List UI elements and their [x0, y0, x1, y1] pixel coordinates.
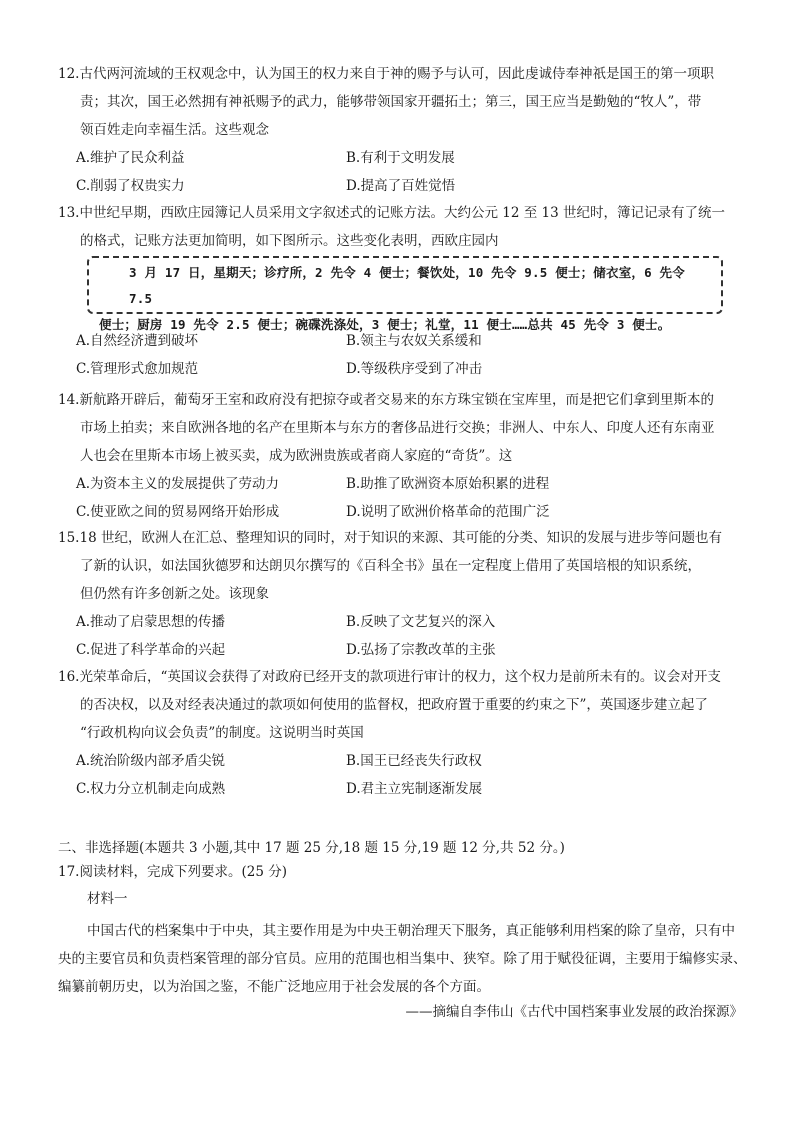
- options: [58, 470, 748, 526]
- question-12: [58, 60, 748, 200]
- question-text-line: 的否决权，以及对经表决通过的款项如何使用的监督权，把政府置于重要的约束之下”，英国逐步建立起了: [80, 697, 708, 713]
- question-text-line: 中世纪早期，西欧庄园簿记人员采用文字叙述式的记账方法。大约公元 12 至 13 世纪时，簿记记录有了统一: [79, 205, 726, 221]
- question-16: [58, 663, 748, 803]
- question-text-line: 了新的认识，如法国狄德罗和达朗贝尔撰写的《百科全书》虽在一定程度上借用了英国培根的知识系统，: [80, 558, 701, 574]
- question-14: [58, 386, 748, 526]
- question-15: [58, 524, 748, 664]
- question-text-line: 人也会在里斯本市场上被买卖，成为欧洲贵族或者商人家庭的“奇货”。这: [80, 448, 513, 464]
- option-b: B.有利于文明发展: [346, 150, 455, 166]
- option-b: B.助推了欧洲资本原始积累的进程: [346, 476, 550, 492]
- question-number: 15.: [58, 530, 80, 546]
- option-c: C.削弱了权贵实力: [76, 178, 185, 194]
- section-heading: 二、非选择题(本题共 3 小题,其中 17 题 25 分,18 题 15 分,19 题 12 分,共 52 分。): [58, 840, 565, 856]
- question-13-options: [58, 327, 748, 383]
- question-text-line: 新航路开辟后，葡萄牙王室和政府没有把掠夺或者交易来的东方珠宝锁在宝库里，而是把它们拿到里斯本的: [79, 392, 714, 408]
- option-b: B.国王已经丧失行政权: [346, 753, 482, 769]
- options: [58, 327, 748, 383]
- option-c: C.使亚欧之间的贸易网络开始形成: [76, 504, 280, 520]
- option-a: A.自然经济遭到破坏: [76, 333, 199, 349]
- option-d: D.提高了百姓觉悟: [346, 178, 456, 194]
- material-source: ——摘编自李伟山《古代中国档案事业发展的政治探源》: [405, 1004, 743, 1020]
- option-d: D.君主立宪制逐渐发展: [346, 781, 483, 797]
- question-number: 12.: [58, 66, 80, 82]
- option-c: C.权力分立机制走向成熟: [76, 781, 226, 797]
- question-text-line: 领百姓走向幸福生活。这些观念: [80, 122, 269, 138]
- option-d: D.说明了欧洲价格革命的范围广泛: [346, 504, 550, 520]
- question-text-line: 古代两河流域的王权观念中，认为国王的权力来自于神的赐予与认可，因此虔诚侍奉神祇是国王的第一项职: [79, 66, 714, 82]
- option-a: A.为资本主义的发展提供了劳动力: [76, 476, 280, 492]
- option-d: D.等级秩序受到了冲击: [346, 361, 483, 377]
- option-a: A.维护了民众利益: [76, 150, 185, 166]
- material-text: 中国古代的档案集中于中央，其主要作用是为中央王朝治理天下服务，真正能够利用档案的除了皇帝，只有中央的主要官员和负责档案管理的部分官员。应用的范围也相当集中、狭窄。除了用于赋役征调，主要用于编修实录、编纂前朝历史，以为治国之鉴，不能广泛地应用于社会发展的各个方面。: [58, 923, 747, 995]
- question-text-line: 责；其次，国王必然拥有神祇赐予的武力，能够带领国家开疆拓土；第三，国王应当是勤勉的“牧人”，带: [80, 94, 702, 110]
- option-c: C.促进了科学革命的兴起: [76, 642, 226, 658]
- options: [58, 608, 748, 664]
- question-text-line: 但仍然有许多创新之处。该现象: [80, 586, 269, 602]
- ledger-line: 便士；厨房 19 先令 2.5 便士；碗碟洗涤处，3 便士；礼堂，11 便士……总共 45 先令 3 便士。: [99, 317, 671, 332]
- option-b: B.领主与农奴关系缓和: [346, 333, 482, 349]
- options: [58, 747, 748, 803]
- option-c: C.管理形式愈加规范: [76, 361, 199, 377]
- question-17-prompt: 17.阅读材料，完成下列要求。(25 分): [58, 864, 287, 880]
- question-number: 14.: [58, 392, 80, 408]
- material-label: 材料一: [87, 891, 128, 907]
- option-a: A.推动了启蒙思想的传播: [76, 614, 226, 630]
- ledger-line: 3 月 17 日，星期天；诊疗所，2 先令 4 便士；餐饮处，10 先令 9.5 便士；储衣室，6 先令 7.5: [129, 265, 685, 306]
- question-text-line: “行政机构向议会负责”的制度。这说明当时英国: [80, 725, 364, 741]
- question-number: 13.: [58, 205, 80, 221]
- question-text-line: 的格式，记账方法更加简明，如下图所示。这些变化表明，西欧庄园内: [80, 233, 499, 249]
- option-b: B.反映了文艺复兴的深入: [346, 614, 496, 630]
- options: [58, 144, 748, 200]
- question-13: [58, 199, 748, 255]
- question-text-line: 光荣革命后，“英国议会获得了对政府已经开支的款项进行审计的权力，这个权力是前所未有的。议会对开支: [79, 669, 721, 685]
- question-text-line: 市场上拍卖；来自欧洲各地的名产在里斯本与东方的奢侈品进行交换；非洲人、中东人、印度人还有东南亚: [80, 420, 715, 436]
- option-d: D.弘扬了宗教改革的主张: [346, 642, 496, 658]
- question-text-line: 18 世纪，欧洲人在汇总、整理知识的同时，对于知识的来源、其可能的分类、知识的发展与进步等问题也有: [79, 530, 722, 546]
- question-number: 16.: [58, 669, 80, 685]
- ledger-record-box: [87, 256, 723, 332]
- option-a: A.统治阶级内部矛盾尖锐: [76, 753, 226, 769]
